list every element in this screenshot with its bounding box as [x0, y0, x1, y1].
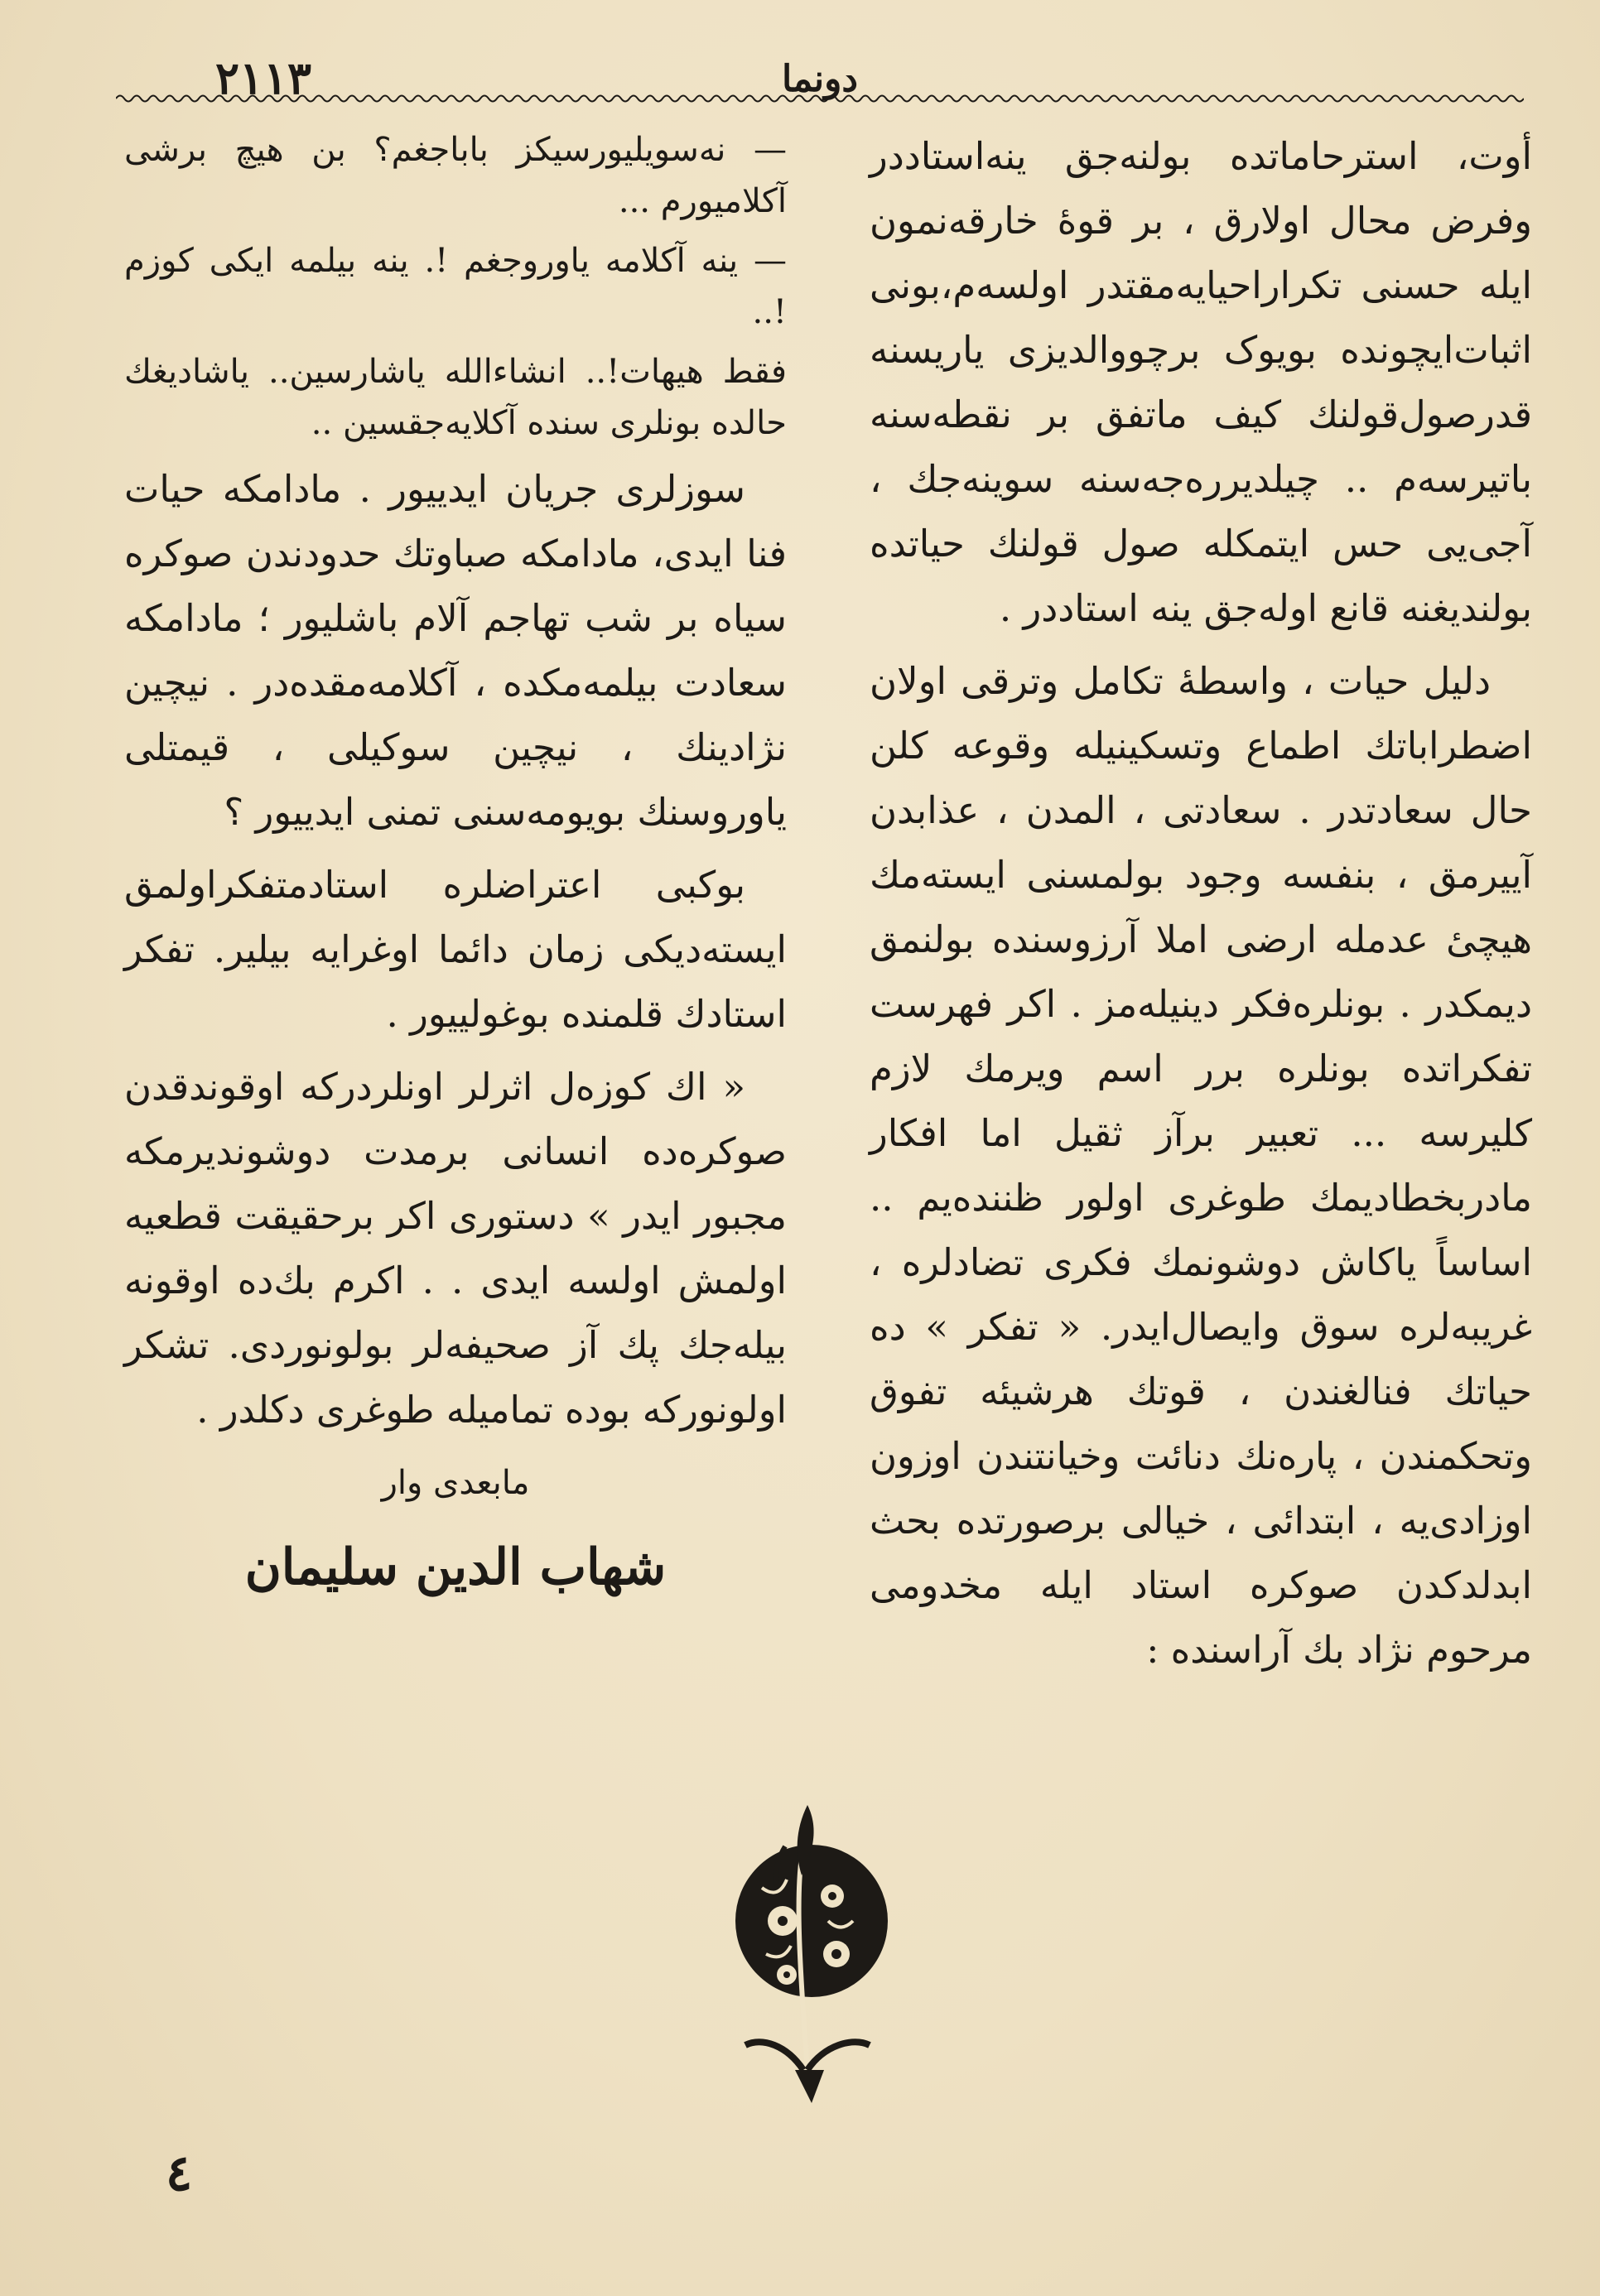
author-signature: شهاب الدین سلیمان: [244, 1538, 667, 1596]
right-column: [870, 124, 1532, 1691]
paragraph: « اك کوزه‌ل اثرلر اونلردرکه اوقوندقدن صوکره‌ده انسانی برمدت دوشوندیرمکه مجبور ایدر » دستوری اکر برحقیقت قطعیه اولمش اولسه ایدی . . اکرم بك‌ده اوقونه بیله‌جك پك آز صحیفه‌لر بولونوردی. تشکر اولونورکه بوده تماميله طوغری دکلدر .: [124, 1065, 787, 1432]
paragraph: بوکبی اعتراضلره استادمتفکراولمق ایسته‌دیکی زمان دائما اوغرایه بیلیر. تفکر استادك قلمنده بوغولییور .: [124, 863, 787, 1036]
leaf-number: ٤: [166, 2144, 193, 2202]
continued-note: مابعدی وار: [381, 1464, 530, 1502]
journal-title: دونما: [782, 58, 858, 100]
dialog-line: فقط هیهات!.. انشاءالله یاشارسین.. یاشادیغك حالده بونلری سنده آکلایه‌جقسین ..: [124, 353, 787, 442]
page-number: ٢١١٣: [215, 51, 312, 104]
dialog-line: — نه‌سویلیورسیکز باباجغم؟ بن هیچ برشی آکلامیورم ...: [124, 131, 787, 220]
paragraph: سوزلری جریان ایدییور . مادامکه حیات فنا ایدی، مادامکه صباوتك حدودندن صوکره سیاه بر شب تهاجم آلام باشلیور ؛ مادامکه سعادت بیلمه‌مکده ، آکلامه‌مقده‌در . نیچین نژادینك ، نیچین سوکیلی ، قیمتلی یاوروسنك بویومه‌سنی تمنی ایدییور ؟: [124, 467, 787, 834]
paragraph: أوت، استرحاماتده بولنه‌جق ینه‌استاددر وفرض محال اولارق ، بر قوهٔ خارقه‌نمون ایله حسنی تکراراحیایه‌مقتدر اولسه‌م،بونی اثبات‌ایچونده بویوک برچووالدیزی یاریسنه قدرصول‌قولنك کیف ماتفق بر نقطه‌سنه باتیرسه‌م .. چیلدیرره‌جه‌سنه سوینه‌جك ، آجی‌یی حس ایتمکله صول قولنك حیاتده بولندیغنه قانع اوله‌جق ینه استاددر .: [870, 134, 1532, 630]
floral-ornament-icon: [687, 1797, 919, 2111]
header-divider: [116, 93, 1524, 104]
dialog-line: — ینه آکلامه یاوروجغم !. ینه بیلمه ایکی کوزم !..: [124, 242, 787, 331]
left-column: [124, 124, 787, 1613]
paragraph: دلیل حیات ، واسطهٔ تکامل وترقی اولان اضطراباتك اطماع وتسکینیله وقوعه کلن حال سعادتدر . سعادتی ، المدن ، عذابدن آییرمق ، بنفسه وجود بولمسنی ایسته‌مك هیچیٔ عدمله ارضی املا آرزوسنده بولنمق دیمکدر . بونلره‌فکر دینیله‌مز . اکر فهرست تفکراتده بونلره برر اسم ویرمك لازم کلیرسه ... تعبیر برآز ثقیل اما افکار مادربخطادیمك طوغری اولور ظننده‌یم .. اساساً یاکاش دوشونمك فکری تضادلره ، غریبه‌لره سوق وایصال‌ایدر. « تفکر » ده حیاتك فنالغندن ، قوتك هرشیئه تفوق وتحکمندن ، پاره‌نك دنائت وخیانتندن اوزون اوزادی‌یه ، ابتدائی ، خیالی برصورتده بحث ابدلدکدن صوکره استاد ایله مخدومی مرحوم نژاد بك آراسنده :: [870, 659, 1532, 1672]
